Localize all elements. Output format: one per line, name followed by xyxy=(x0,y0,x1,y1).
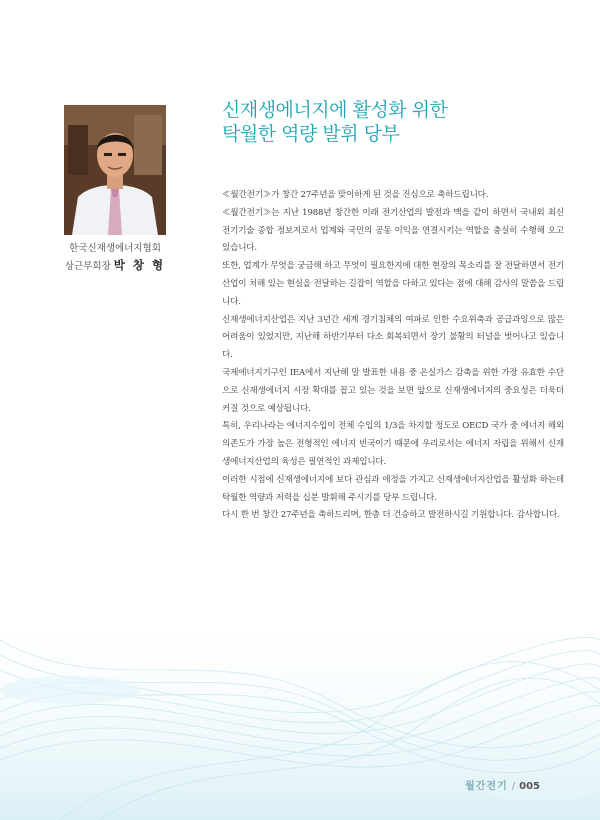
portrait-photo xyxy=(64,105,166,235)
body-paragraph: ≪월간전기≫는 지난 1988년 창간한 이래 전기산업의 발전과 맥을 같이 하면서 국내외 최신 전기기술 종합 정보지로서 업계와 국민의 공동 이익을 연결시키는 역할을 충실히 수행해 오고 있습니다. xyxy=(222,207,564,254)
page-title-line-1: 신재생에너지에 활성화 위한 xyxy=(222,99,448,121)
author-organization: 한국신재생에너지협회 xyxy=(69,243,161,254)
magazine-name: 월간전기 xyxy=(465,781,508,792)
author-position: 상근부회장 xyxy=(64,261,111,272)
body-paragraph: ≪월간전기≫가 창간 27주년을 맞이하게 된 것을 진심으로 축하드립니다. xyxy=(222,190,489,200)
body-paragraph: 신재생에너지산업은 지난 3년간 세계 경기침체의 여파로 인한 수요위축과 공급과잉으로 많은 어려움이 있었지만, 지난해 하반기부터 다소 회복되면서 장기 불황의 터널을 벗어나고 있습니다. xyxy=(222,314,564,361)
article-body xyxy=(222,187,564,525)
body-paragraph: 또한, 업계가 무엇을 궁금해 하고 무엇이 필요한지에 대한 현장의 목소리를 잘 전달하면서 전기산업이 처해 있는 현실을 전달하는 길잡이 역할을 다하고 있다는 점에 대해 감사의 말씀을 드립니다. xyxy=(222,261,564,307)
page-number: 005 xyxy=(519,781,540,792)
page-footer xyxy=(465,777,540,792)
body-paragraph: 다시 한 번 창간 27주년을 축하드리며, 한층 더 건승하고 발전하시길 기원합니다. 감사합니다. xyxy=(222,510,560,521)
footer-separator: / xyxy=(511,781,516,792)
body-paragraph: 특히, 우리나라는 에너지수입이 전체 수입의 1/3을 차지할 정도로 OECD 국가 중 에너지 해외의존도가 가장 높은 전형적인 에너지 빈국이기 때문에 우리로서는 에너지 자립을 위해서 신재생에너지산업의 육성은 필연적인 과제입니다. xyxy=(222,421,564,467)
page-title xyxy=(222,98,562,146)
body-paragraph: 이러한 시점에 신재생에너지에 보다 관심과 애정을 가지고 신재생에너지산업을 활성화 하는데 탁월한 역량과 저력을 십분 발휘해 주시기를 당부 드립니다. xyxy=(222,474,564,503)
author-name: 박 창 형 xyxy=(113,258,166,272)
author-caption xyxy=(40,241,190,275)
body-paragraph: 국제에너지기구인 IEA에서 지난해 말 발표한 내용 중 온실가스 감축을 위한 가장 유효한 수단으로 신재생에너지 시장 확대를 꼽고 있는 것을 보면 앞으로 신재생에너지의 중요성은 더욱더 커질 것으로 예상됩니다. xyxy=(222,367,564,414)
page-title-line-2: 탁월한 역량 발휘 당부 xyxy=(222,123,400,145)
